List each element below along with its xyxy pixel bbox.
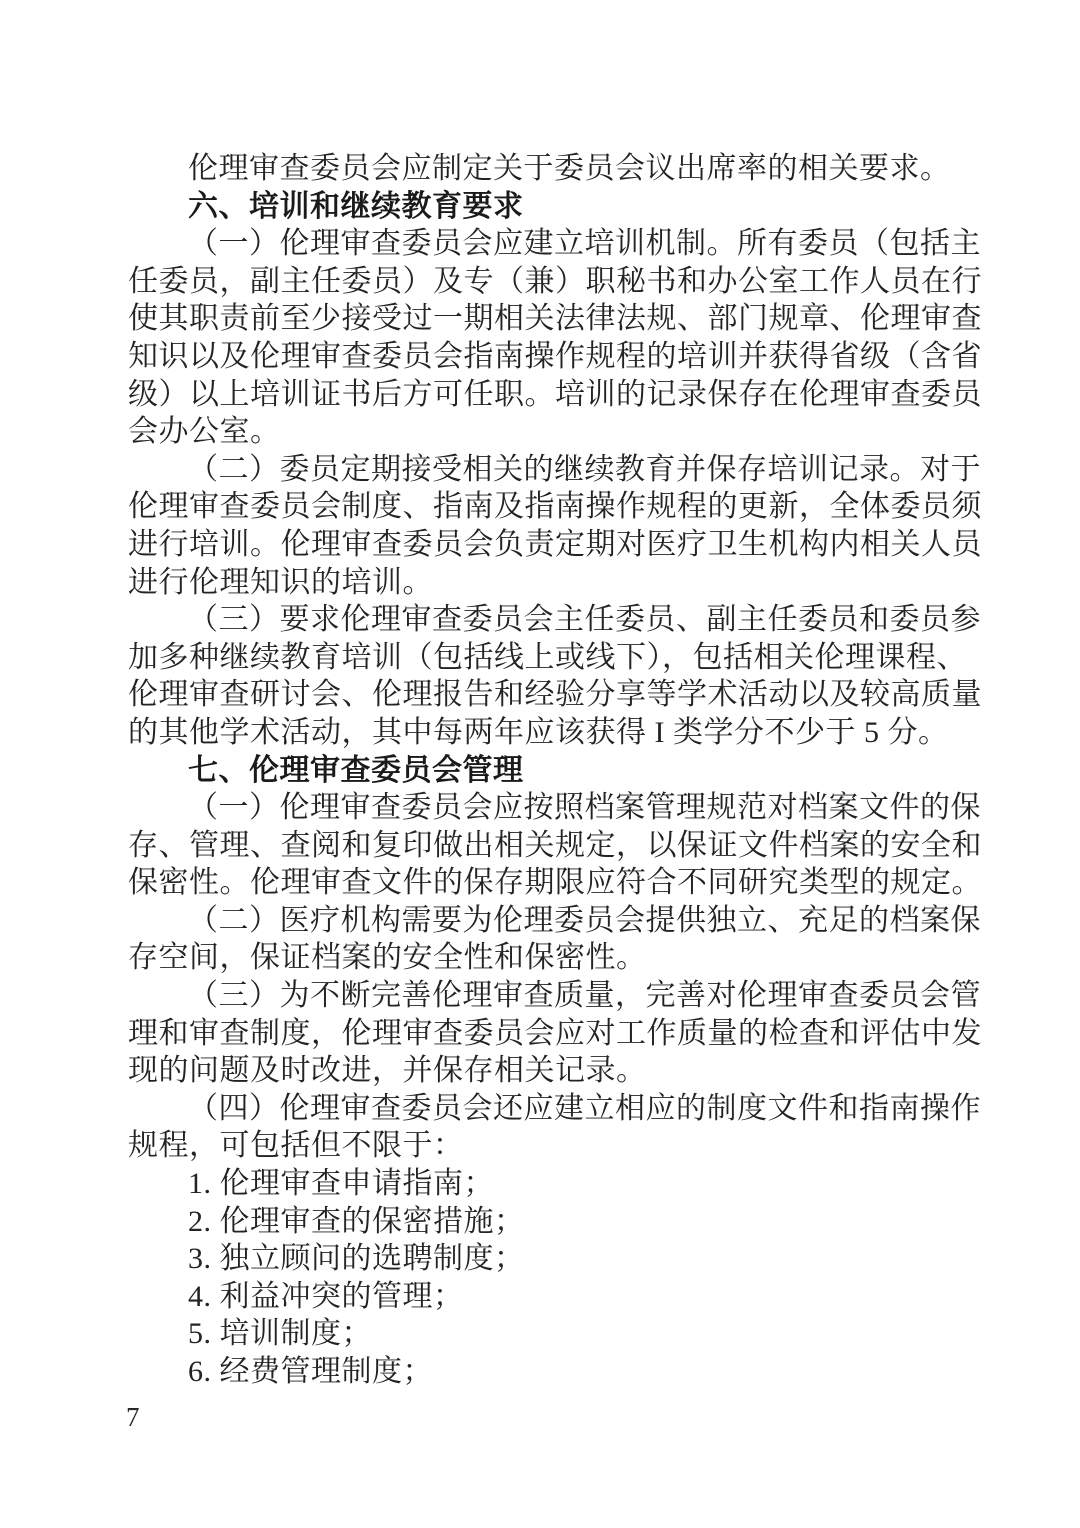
text-line: 理和审查制度，伦理审查委员会应对工作质量的检查和评估中发 (128, 1016, 982, 1050)
list-item-4: 4. 利益冲突的管理； (188, 1279, 464, 1313)
text-line: 进行培训。伦理审查委员会负责定期对医疗卫生机构内相关人员 (128, 527, 982, 561)
text-line: 伦理审查委员会制度、指南及指南操作规程的更新，全体委员须 (128, 490, 982, 524)
text-line: 知识以及伦理审查委员会指南操作规程的培训并获得省级（含省 (128, 339, 982, 373)
text-line: 任委员，副主任委员）及专（兼）职秘书和办公室工作人员在行 (128, 264, 982, 298)
text-line: （二）医疗机构需要为伦理委员会提供独立、充足的档案保 (188, 903, 981, 937)
text-line: 加多种继续教育培训（包括线上或线下），包括相关伦理课程、 (128, 640, 967, 674)
list-item-1: 1. 伦理审查申请指南； (188, 1167, 494, 1201)
text-line: 会办公室。 (128, 415, 281, 449)
list-item-2: 2. 伦理审查的保密措施； (188, 1204, 525, 1238)
text-line: （三）要求伦理审查委员会主任委员、副主任委员和委员参 (188, 603, 981, 637)
page-number: 7 (126, 1402, 140, 1432)
text-line: （三）为不断完善伦理审查质量，完善对伦理审查委员会管 (188, 979, 981, 1013)
text-line: （二）委员定期接受相关的继续教育并保存培训记录。对于 (188, 452, 981, 486)
text-line: 现的问题及时改进，并保存相关记录。 (128, 1054, 647, 1088)
list-item-3: 3. 独立顾问的选聘制度； (188, 1242, 525, 1276)
paragraph-continuation: 伦理审查委员会应制定关于委员会议出席率的相关要求。 (188, 152, 951, 185)
text-line: （四）伦理审查委员会还应建立相应的制度文件和指南操作 (188, 1091, 981, 1125)
text-line: 级）以上培训证书后方可任职。培训的记录保存在伦理审查委员 (128, 377, 982, 411)
text-line: 伦理审查研讨会、伦理报告和经验分享等学术活动以及较高质量 (128, 678, 982, 712)
text-line: （一）伦理审查委员会应建立培训机制。所有委员（包括主 (188, 227, 981, 261)
text-line: 保密性。伦理审查文件的保存期限应符合不同研究类型的规定。 (128, 866, 982, 900)
section-heading-6: 六、培训和继续教育要求 (188, 189, 524, 223)
text-line: 存空间，保证档案的安全性和保密性。 (128, 941, 647, 975)
section-heading-7: 七、伦理审查委员会管理 (188, 753, 524, 787)
text-line: 存、管理、查阅和复印做出相关规定，以保证文件档案的安全和 (128, 828, 982, 862)
text-line: 规程，可包括但不限于： (128, 1129, 464, 1163)
document-page (128, 150, 982, 1391)
text-line: （一）伦理审查委员会应按照档案管理规范对档案文件的保 (188, 791, 981, 825)
text-line: 进行伦理知识的培训。 (128, 565, 433, 599)
text-line: 使其职责前至少接受过一期相关法律法规、部门规章、伦理审查 (128, 302, 982, 336)
list-item-5: 5. 培训制度； (188, 1317, 372, 1351)
text-line: 的其他学术活动，其中每两年应该获得 I 类学分不少于 5 分。 (128, 715, 949, 749)
list-item-6: 6. 经费管理制度； (188, 1355, 433, 1388)
